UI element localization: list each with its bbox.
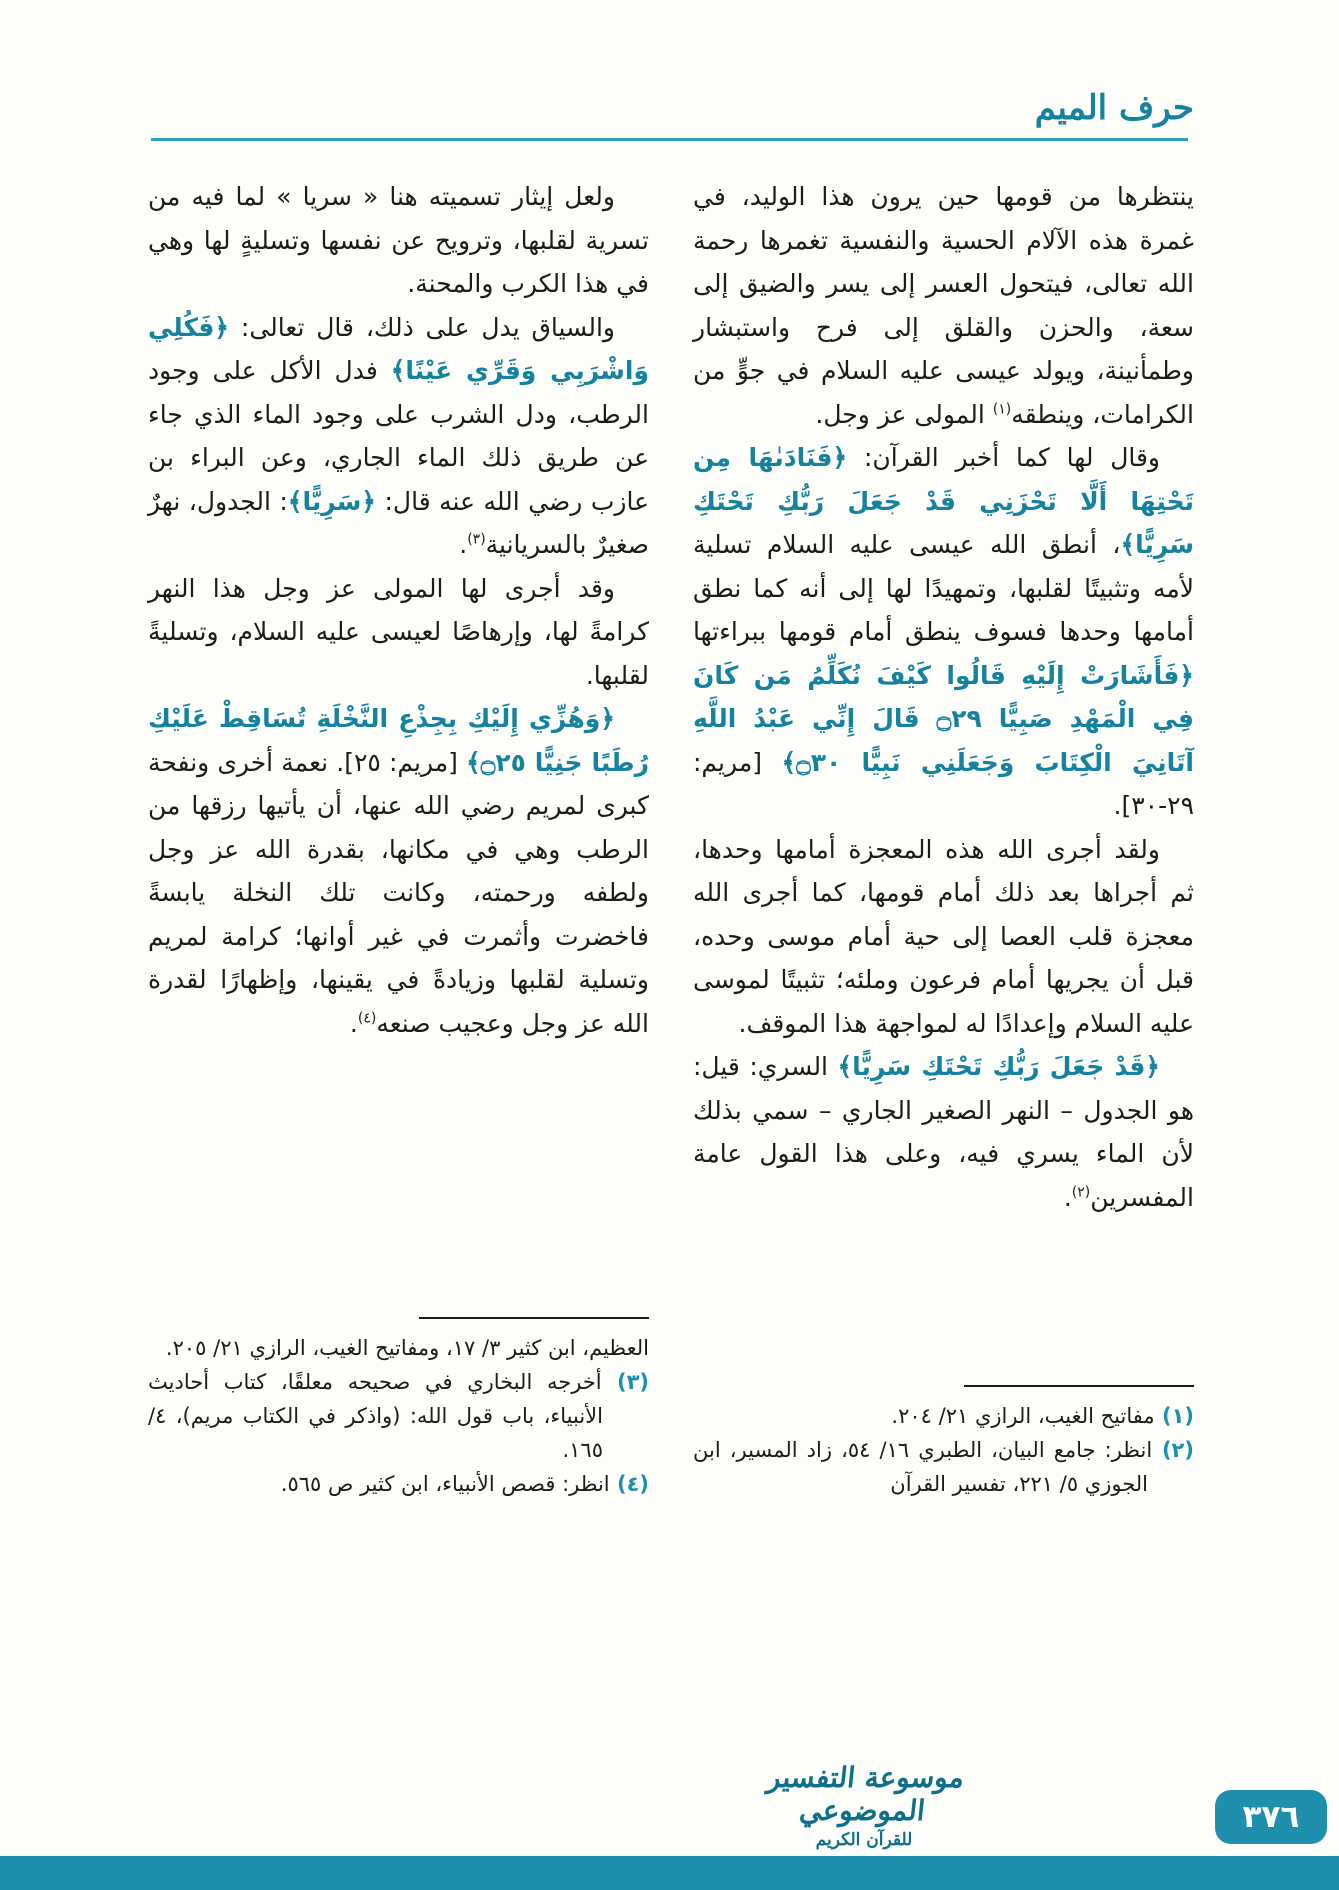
footnote-text: انظر: قصص الأنبياء، ابن كثير ص ٥٦٥. <box>280 1471 610 1496</box>
paragraph <box>693 1045 1194 1219</box>
footnote-separator <box>964 1385 1194 1387</box>
page-number: ٣٧٦ <box>1242 1799 1300 1835</box>
quran-verse: ﴿فَنَادَىٰهَا مِن تَحْتِهَا أَلَّا تَحْزَنِي قَدْ جَعَلَ رَبُّكِ تَحْتَكِ سَرِيًّا﴾ <box>693 443 1194 559</box>
body-text: ولعل إيثار تسميته هنا « سريا » لما فيه من تسرية لقلبها، وترويح عن نفسها وتسليةٍ لها وهي في هذا الكرب والمحنة. <box>148 182 649 298</box>
page-header <box>0 0 1339 141</box>
footnote-ref: (٤) <box>357 1010 377 1027</box>
body-text: [مريم: ٢٩-٣٠]. <box>693 747 1194 820</box>
column-right <box>693 175 1194 1501</box>
footnote-marker: (٣) <box>601 1369 649 1394</box>
body-text: : الجدول، نهرٌ صغيرٌ بالسريانية <box>148 486 649 559</box>
body-text: ينتظرها من قومها حين يرون هذا الوليد، في غمرة هذه الآلام الحسية والنفسية تغمرها رحمة الله تعالى، فيتحول العسر إلى يسر والضيق إلى سعة، والحزن والقلق إلى فرح واستبشار وطمأنينة، ويولد عيسى عليه السلام في جوٍّ من الكرامات، وينطقه <box>693 182 1194 429</box>
body-text: فدل الأكل على وجود الرطب، ودل الشرب على وجود الماء الذي جاء عن طريق ذلك الماء الجاري، وعن البراء بن عازب رضي الله عنه قال: <box>148 356 649 516</box>
footnote-text: مفاتيح الغيب، الرازي ٢١/ ٢٠٤. <box>891 1403 1155 1428</box>
footnote-text: انظر: جامع البيان، الطبري ١٦/ ٥٤، زاد المسير، ابن الجوزي ٥/ ٢٢١، تفسير القرآن <box>693 1437 1153 1496</box>
body-text: ، أنطق الله عيسى عليه السلام تسلية لأمه وتثبيتًا لقلبها، وتمهيدًا لها إلى أنه كما نطق أمامها وحدها فسوف ينطق أمام قومها ببراءتها <box>693 530 1194 646</box>
footnotes-right <box>693 1399 1194 1501</box>
text-body <box>0 141 1339 1501</box>
section-title: حرف الميم <box>1034 88 1194 128</box>
body-text: وقال لها كما أخبر القرآن: <box>847 443 1160 472</box>
logo-subtitle: للقرآن الكريم <box>815 1830 913 1850</box>
quran-verse: ﴿فَأَشَارَتْ إِلَيْهِ قَالُوا كَيْفَ نُكَلِّمُ مَن كَانَ فِي الْمَهْدِ صَبِيًّا ۝٢٩ قَالَ إِنِّي عَبْدُ اللَّهِ آتَانِيَ الْكِتَابَ وَجَعَلَنِي نَبِيًّا ۝٣٠﴾ <box>693 660 1195 777</box>
column-left <box>148 175 649 1501</box>
quran-verse: ﴿فَكُلِي وَاشْرَبِي وَقَرِّي عَيْنًا﴾ <box>148 312 649 385</box>
body-text: . <box>1063 1182 1072 1212</box>
footnote-separator <box>419 1317 649 1319</box>
footnote <box>693 1399 1194 1433</box>
body-text: [مريم: ٢٥]. نعمة أخرى ونفحة كبرى لمريم رضي الله عنها، أن يأتيها رزقها من الرطب وهي في مكانها، بقدرة الله عز وجل ولطفه ورحمته، وكانت تلك النخلة يابسةً فاخضرت وأثمرت في غير أوانها؛ كرامة لمريم وتسلية لقلبها وزيادةً في يقينها، وإظهارًا لقدرة الله عز وجل وعجيب صنعه <box>148 747 649 1038</box>
body-text: السري: قيل: هو الجدول – النهر الصغير الجاري – سمي بذلك لأن الماء يسري فيه، وعلى هذا القول عامة المفسرين <box>693 1052 1194 1212</box>
footnote-block-left <box>148 1303 649 1501</box>
footnote-text: العظيم، ابن كثير ٣/ ١٧، ومفاتيح الغيب، الرازي ٢١/ ٢٠٥. <box>165 1335 649 1360</box>
paragraph <box>148 306 649 567</box>
body-text: . <box>459 530 468 559</box>
footnote <box>693 1433 1194 1501</box>
logo-title: موسوعة التفسير الموضوعي <box>765 1761 966 1827</box>
footnote <box>148 1365 649 1467</box>
footnotes-left <box>148 1331 649 1501</box>
paragraphs-right <box>693 175 1194 1219</box>
paragraph <box>693 828 1194 1046</box>
paragraph <box>693 436 1194 828</box>
paragraph <box>693 175 1194 436</box>
footnote-text: أخرجه البخاري في صحيحه معلقًا، كتاب أحاديث الأنبياء، باب قول الله: (واذكر في الكتاب مريم)، ٤/ ١٦٥. <box>148 1369 603 1462</box>
footnote-ref: (٣) <box>467 531 486 548</box>
footnote-block-right <box>693 1371 1194 1501</box>
footnote-marker: (٢) <box>1152 1437 1194 1462</box>
paragraph <box>148 697 649 1045</box>
footnote-marker: (١) <box>1154 1403 1194 1428</box>
footnote-ref: (١) <box>992 401 1012 418</box>
body-text: والسياق يدل على ذلك، قال تعالى: <box>229 312 615 342</box>
footnote <box>148 1331 649 1365</box>
paragraphs-left <box>148 175 649 1045</box>
quran-verse: ﴿وَهُزِّي إِلَيْكِ بِجِذْعِ النَّخْلَةِ تُسَاقِطْ عَلَيْكِ رُطَبًا جَنِيًّا ۝٢٥﴾ <box>148 704 649 777</box>
page-number-badge <box>1215 1790 1327 1844</box>
footnote-ref: (٢) <box>1071 1184 1091 1201</box>
paragraph <box>148 567 649 698</box>
footer-bar <box>0 1856 1339 1890</box>
quran-verse: ﴿قَدْ جَعَلَ رَبُّكِ تَحْتَكِ سَرِيًّا﴾ <box>837 1052 1160 1081</box>
quran-verse: ﴿سَرِيًّا﴾ <box>287 486 377 516</box>
body-text: . <box>349 1008 358 1038</box>
body-text: ولقد أجرى الله هذه المعجزة أمامها وحدها، ثم أجراها بعد ذلك أمام قومها، كما أجرى الله معجزة قلب العصا إلى حية أمام موسى وحده، قبل أن يجريها أمام فرعون وملئه؛ تثبيتًا لموسى عليه السلام وإعدادًا له لمواجهة هذا الموقف. <box>693 834 1194 1038</box>
publisher-logo <box>729 1761 999 1850</box>
footnote <box>148 1467 649 1501</box>
body-text: المولى عز وجل. <box>815 399 993 429</box>
body-text: وقد أجرى لها المولى عز وجل هذا النهر كرامةً لها، وإرهاصًا لعيسى عليه السلام، وتسليةً لقلبها. <box>148 573 649 690</box>
footnote-marker: (٤) <box>609 1471 649 1496</box>
paragraph <box>148 175 649 306</box>
